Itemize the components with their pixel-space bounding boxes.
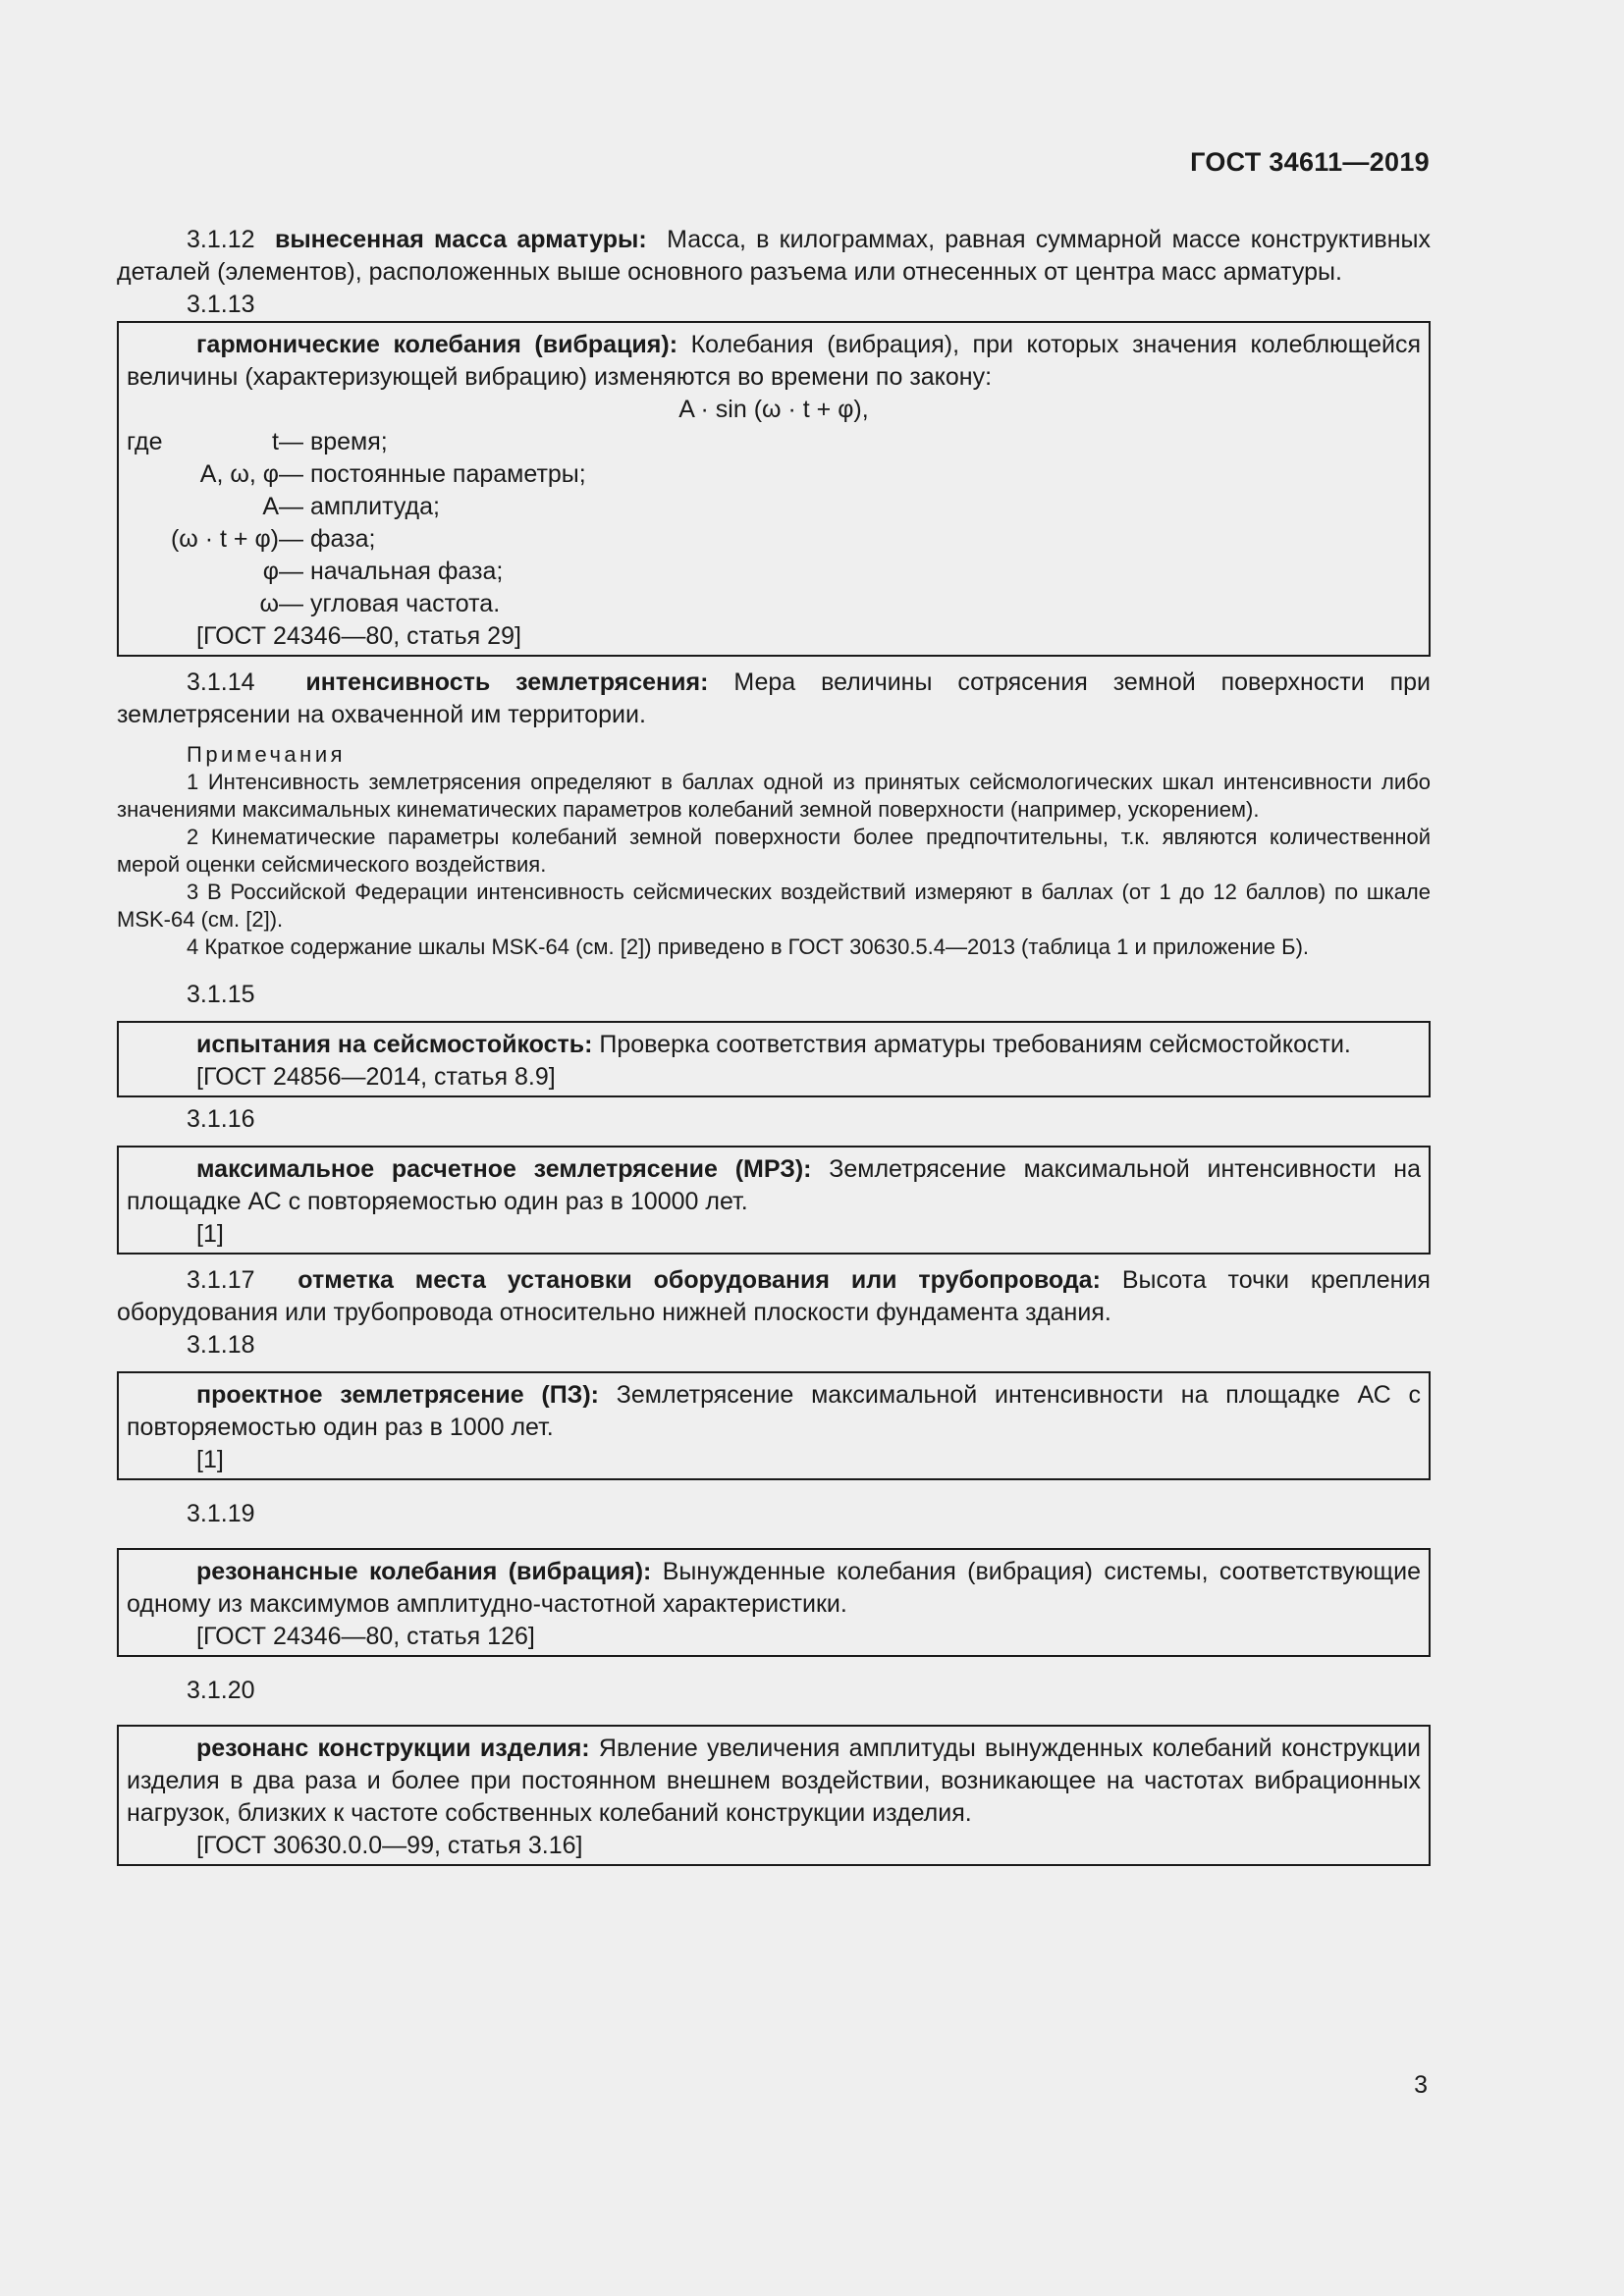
note-item: 3 В Российской Федерации интенсивность сейсмических воздействий измеряют в баллах (от 1 до 12 баллов) по шкале MSK-64 (см. [2]). <box>117 880 1431 932</box>
variable-symbol: A <box>262 493 279 520</box>
section-3-1-12 <box>117 224 1431 289</box>
term: резонансные колебания (вибрация): <box>196 1558 652 1585</box>
section-number-3-1-13: 3.1.13 <box>187 291 255 318</box>
variable-description: — амплитуда; <box>279 493 440 520</box>
variable-description: — фаза; <box>279 525 376 553</box>
source-reference: [1] <box>196 1220 224 1248</box>
page-number: 3 <box>1414 2071 1428 2099</box>
source-reference: [ГОСТ 24346—80, статья 29] <box>196 622 521 650</box>
variable-description: — постоянные параметры; <box>279 460 586 488</box>
variable-symbol: (ω · t + φ) <box>170 525 279 553</box>
term: проектное землетрясение (ПЗ): <box>196 1381 599 1409</box>
definition-box-3-1-19 <box>117 1548 1431 1657</box>
definition-box-3-1-15 <box>117 1021 1431 1097</box>
definition-text: Землетрясение максимальной интенсивности на площадке АС с повторяемостью один раз в 10000 лет. <box>127 1155 1422 1215</box>
term: испытания на сейсмостойкость: <box>196 1031 593 1058</box>
variable-symbol: t <box>272 428 279 455</box>
note-item: 2 Кинематические параметры колебаний земной поверхности более предпочтительны, т.к. являются количественной мерой оценки сейсмического воздействия. <box>117 825 1431 877</box>
definition-box-3-1-13 <box>117 321 1431 657</box>
term: резонанс конструкции изделия: <box>196 1735 590 1762</box>
section-number: 3.1.17 <box>187 1266 255 1294</box>
term: отметка места установки оборудования или трубопровода: <box>298 1266 1101 1294</box>
term: максимальное расчетное землетрясение (МРЗ): <box>196 1155 812 1183</box>
section-number-3-1-16: 3.1.16 <box>187 1105 255 1133</box>
definition-text: Масса, в килограммах, равная суммарной массе конструктивных деталей (элементов), расположенных выше основного разъема или отнесенных от центра масс арматуры. <box>117 226 1431 286</box>
section-number-3-1-15: 3.1.15 <box>187 981 255 1008</box>
definition-box-3-1-18 <box>117 1371 1431 1480</box>
definition-text: Мера величины сотрясения земной поверхности при землетрясении на охваченной им территории. <box>117 668 1431 728</box>
notes-title: Примечания <box>187 742 347 767</box>
source-reference: [1] <box>196 1446 224 1473</box>
variable-symbol: φ <box>262 558 279 585</box>
definition-text: Землетрясение максимальной интенсивности на площадке АС с повторяемостью один раз в 1000 лет. <box>127 1381 1421 1441</box>
section-number: 3.1.12 <box>187 226 255 253</box>
note-item: 4 Краткое содержание шкалы MSK-64 (см. [2]) приведено в ГОСТ 30630.5.4—2013 (таблица 1 и приложение Б). <box>187 934 1310 959</box>
section-3-1-17 <box>117 1264 1431 1329</box>
source-reference: [ГОСТ 24856—2014, статья 8.9] <box>196 1063 556 1091</box>
definition-text: Вынужденные колебания (вибрация) системы, соответствующие одному из максимумов амплитудно-частотной характеристики. <box>127 1558 1421 1618</box>
definition-box-3-1-20 <box>117 1725 1431 1866</box>
variable-symbol: ω <box>259 590 279 617</box>
source-reference: [ГОСТ 30630.0.0—99, статья 3.16] <box>196 1832 583 1859</box>
definition-text: Высота точки крепления оборудования или трубопровода относительно нижней плоскости фундамента здания. <box>117 1266 1431 1326</box>
term: гармонические колебания (вибрация): <box>196 331 678 358</box>
section-3-1-14 <box>117 667 1431 731</box>
section-number-3-1-20: 3.1.20 <box>187 1677 255 1704</box>
variable-symbol: A, ω, φ <box>199 460 279 488</box>
definition-text: Явление увеличения амплитуды вынужденных колебаний конструкции изделия в два раза и более при постоянном внешнем воздействии, возникающее на частотах вибрационных нагрузок, близких к частоте собственных колебаний конструкции изделия. <box>127 1735 1422 1827</box>
variable-description: — угловая частота. <box>279 590 501 617</box>
source-reference: [ГОСТ 24346—80, статья 126] <box>196 1623 535 1650</box>
formula: A · sin (ω · t + φ), <box>678 396 869 423</box>
section-number-3-1-19: 3.1.19 <box>187 1500 255 1527</box>
variables-definitions <box>127 426 1421 620</box>
definition-box-3-1-16 <box>117 1146 1431 1255</box>
document-body <box>117 224 1431 1866</box>
term: вынесенная масса арматуры: <box>274 226 647 253</box>
definition-text: Проверка соответствия арматуры требованиям сейсмостойкости. <box>599 1031 1351 1058</box>
variable-description: — начальная фаза; <box>279 558 504 585</box>
where-label: где <box>127 428 163 455</box>
section-number: 3.1.14 <box>187 668 255 696</box>
note-item: 1 Интенсивность землетрясения определяют в баллах одной из принятых сейсмологических шкал интенсивности либо значениями максимальных кинематических параметров колебаний земной поверхности (например, ускорением). <box>117 770 1431 822</box>
definition-text: Колебания (вибрация), при которых значения колеблющейся величины (характеризующей вибрацию) изменяются во времени по закону: <box>127 331 1421 391</box>
standard-header: ГОСТ 34611—2019 <box>1190 147 1430 177</box>
term: интенсивность землетрясения: <box>305 668 709 696</box>
section-number-3-1-18: 3.1.18 <box>187 1331 255 1359</box>
notes-block <box>117 741 1431 961</box>
variable-description: — время; <box>279 428 388 455</box>
